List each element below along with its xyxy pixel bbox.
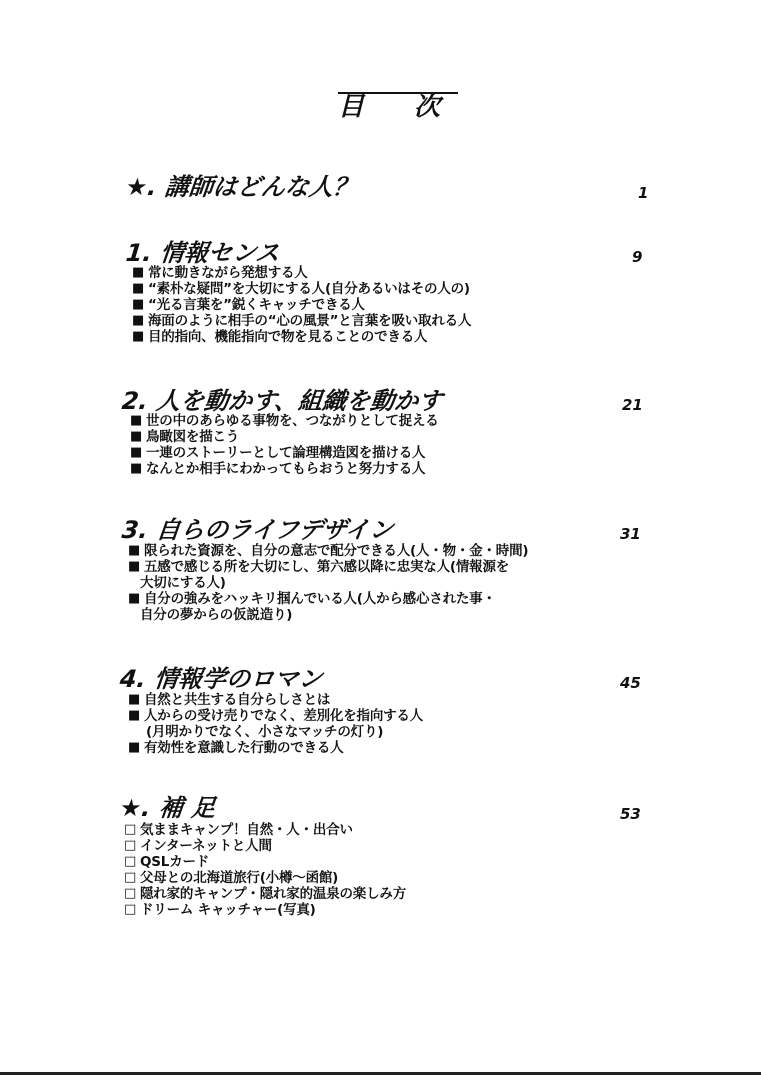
list-item: □ ドリーム キャッチャー(写真): [124, 902, 316, 918]
list-item: ■ 鳥瞰図を描こう: [130, 429, 240, 445]
list-item: □ 父母との北海道旅行(小樽～函館): [124, 870, 339, 886]
bullet-icon: ■: [132, 313, 145, 328]
section-heading: 3. 自らのライフデザイン: [120, 516, 395, 544]
page-title-part1: 目: [338, 92, 366, 122]
bullet-icon: ■: [132, 265, 145, 280]
checkbox-icon: □: [124, 822, 137, 837]
bullet-icon: ■: [130, 429, 143, 444]
section-page-number: 45: [620, 674, 641, 692]
bullet-icon: ■: [132, 297, 145, 312]
section-heading: ★. 講師はどんな人？: [124, 173, 359, 201]
bullet-icon: ■: [130, 461, 143, 476]
checkbox-icon: □: [124, 838, 137, 853]
section-page-number: 31: [620, 525, 641, 543]
list-item: ■ 自然と共生する自分らしさとは: [128, 692, 331, 708]
checkbox-icon: □: [124, 886, 137, 901]
bullet-icon: ■: [132, 281, 145, 296]
section-page-number: 9: [632, 248, 643, 266]
list-item: ■ 有効性を意識した行動のできる人: [128, 740, 344, 756]
page-title: [338, 92, 458, 122]
section-item-list: [132, 265, 471, 345]
bullet-icon: ■: [130, 445, 143, 460]
section-page-number: 1: [638, 184, 649, 202]
bullet-icon: ■: [132, 329, 145, 344]
list-item: ■ 世の中のあらゆる事物を、つながりとして捉える: [130, 413, 439, 429]
section-heading: 4. 情報学のロマン: [118, 665, 324, 693]
checkbox-icon: □: [124, 902, 137, 917]
list-item: ■ 自分の強みをハッキリ掴んでいる人(人から感心された事・ 自分の夢からの仮説造り): [128, 591, 496, 623]
list-item: ■ 限られた資源を、自分の意志で配分できる人(人・物・金・時間): [128, 543, 529, 559]
section-heading: 1. 情報センス: [124, 239, 281, 267]
list-item: □ 隠れ家的キャンプ・隠れ家的温泉の楽しみ方: [124, 886, 406, 902]
checkbox-icon: □: [124, 854, 137, 869]
list-item: □ インターネットと人間: [124, 838, 272, 854]
bullet-icon: ■: [128, 543, 141, 558]
section-item-list: [130, 413, 439, 477]
section-item-list: [124, 822, 406, 918]
list-item: □ QSLカード: [124, 854, 210, 870]
section-heading: 2. 人を動かす、組織を動かす: [120, 387, 444, 415]
list-item: ■ 海面のように相手の“心の風景”と言葉を吸い取れる人: [132, 313, 472, 329]
list-item: ■ 一連のストーリーとして論理構造図を描ける人: [130, 445, 426, 461]
section-heading: ★. 補 足: [118, 794, 217, 822]
page-title-part2: 次: [414, 92, 442, 122]
bullet-icon: ■: [130, 413, 143, 428]
list-item: ■ 人からの受け売りでなく、差別化を指向する人 (月明かりでなく、小さなマッチの灯り): [128, 708, 424, 740]
section-page-number: 53: [620, 805, 641, 823]
bullet-icon: ■: [128, 740, 141, 755]
list-item: ■ 常に動きながら発想する人: [132, 265, 308, 281]
list-item: ■ 目的指向、機能指向で物を見ることのできる人: [132, 329, 428, 345]
bullet-icon: ■: [128, 559, 141, 574]
page-bottom-border: [0, 1072, 761, 1075]
checkbox-icon: □: [124, 870, 137, 885]
bullet-icon: ■: [128, 591, 141, 606]
section-page-number: 21: [622, 396, 643, 414]
list-item: ■ 五感で感じる所を大切にし、第六感以降に忠実な人(情報源を 大切にする人): [128, 559, 510, 591]
list-item: ■ “光る言葉を”鋭くキャッチできる人: [132, 297, 365, 313]
section-item-list: [128, 692, 423, 756]
bullet-icon: ■: [128, 692, 141, 707]
list-item: ■ なんとか相手にわかってもらおうと努力する人: [130, 461, 426, 477]
list-item: □ 気ままキャンプ！自然・人・出合い: [124, 822, 353, 838]
list-item: ■ “素朴な疑問”を大切にする人(自分あるいはその人の): [132, 281, 470, 297]
section-item-list: [128, 543, 528, 623]
bullet-icon: ■: [128, 708, 141, 723]
